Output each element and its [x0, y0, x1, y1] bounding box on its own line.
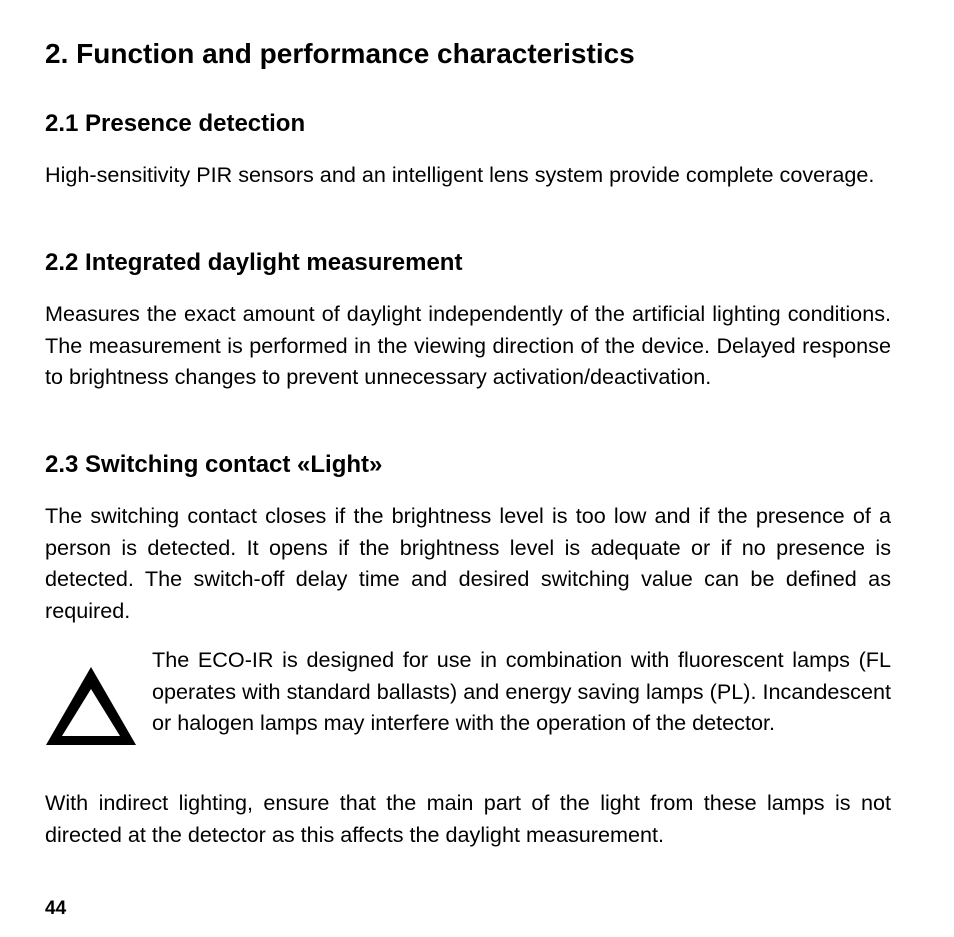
- section-body-presence-detection: High-sensitivity PIR sensors and an intelligent lens system provide complete coverage.: [45, 162, 875, 187]
- section-heading-presence-detection: 2.1 Presence detection: [45, 110, 306, 137]
- page-title: 2. Function and performance characteristics: [45, 38, 635, 69]
- warning-note: The ECO-IR is designed for use in combination with fluorescent lamps (FL operates with standard ballasts) and energy saving lamps (PL). Incandescent or halogen lamps may interfere with the operation of the detector.: [152, 647, 891, 735]
- warning-triangle-icon: [45, 665, 137, 747]
- indirect-lighting-note: With indirect lighting, ensure that the main part of the light from these lamps is not directed at the detector as this affects the daylight measurement.: [45, 790, 891, 847]
- page-number: 44: [45, 898, 67, 919]
- section-heading-daylight-measurement: 2.2 Integrated daylight measurement: [45, 249, 463, 276]
- section-heading-switching-contact: 2.3 Switching contact «Light»: [45, 451, 383, 478]
- section-body-switching-contact: The switching contact closes if the brightness level is too low and if the presence of a person is detected. It opens if the brightness level is adequate or if no presence is detected. The switch-off delay time and desired switching value can be defined as required.: [45, 503, 891, 623]
- section-body-daylight-measurement: Measures the exact amount of daylight independently of the artificial lighting conditions. The measurement is performed in the viewing direction of the device. Delayed response to brightness changes to prevent unnecessary activation/deactivation.: [45, 301, 891, 389]
